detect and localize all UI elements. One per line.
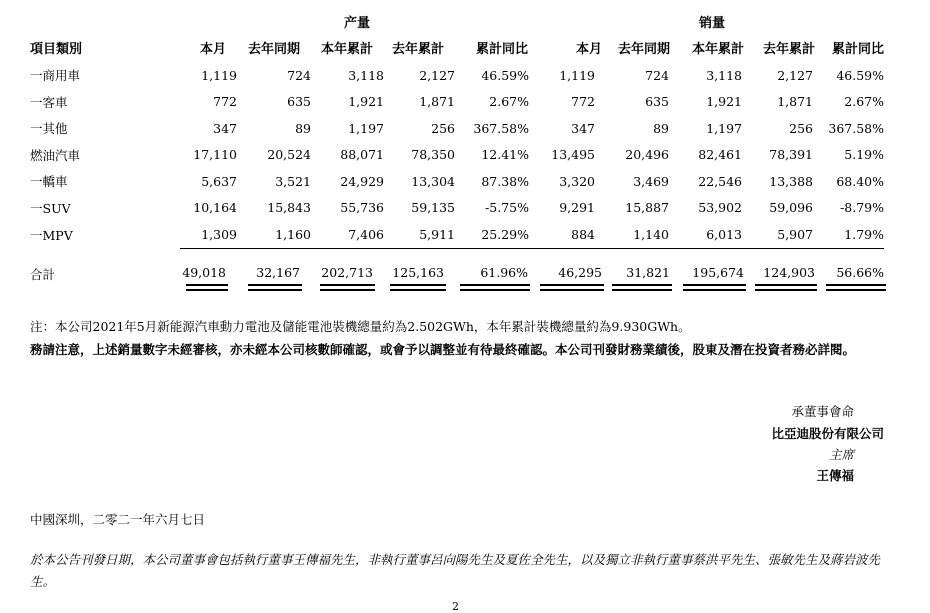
table-cell: 347 [571, 120, 595, 136]
production-sales-table [30, 62, 884, 249]
table-cell: 59,096 [769, 200, 813, 216]
table-cell: -8.79% [840, 200, 884, 216]
table-cell: 724 [645, 67, 669, 83]
table-cell: 3,469 [633, 173, 669, 189]
column-header: 去年累計 [391, 42, 444, 57]
table-cell: 1,871 [419, 94, 455, 110]
double-underline [390, 284, 446, 286]
total-cell: 46,295 [558, 265, 602, 280]
double-underline [460, 289, 530, 291]
sales-group-header: 销量 [698, 16, 725, 31]
table-cell: 635 [645, 94, 669, 110]
place-date: 中國深圳，二零二一年六月七日 [30, 512, 206, 527]
total-cell: 124,903 [763, 265, 815, 280]
table-cell: 3,118 [706, 67, 742, 83]
battery-note: 注：本公司2021年5月新能源汽車動力電池及儲能電池裝機總量約為2.502GWh，本年累計裝機總量約為9.930GWh。 [30, 319, 691, 334]
table-cell: 1,197 [706, 120, 742, 136]
table-cell: 53,902 [698, 200, 742, 216]
table-cell: 1.79% [813, 221, 884, 248]
table-cell: 59,135 [411, 200, 455, 216]
table-cell: 256 [789, 120, 813, 136]
table-cell: 724 [287, 67, 311, 83]
double-underline [612, 289, 672, 291]
row-label: 一MPV [30, 227, 73, 243]
table-cell: 367.58% [828, 120, 884, 136]
table-cell: 1,921 [706, 94, 742, 110]
table-cell: 24,929 [340, 173, 384, 189]
table-cell: 68.40% [836, 173, 884, 189]
column-header: 累計同比 [475, 42, 528, 57]
double-underline [186, 284, 228, 286]
double-underline [755, 284, 817, 286]
double-underline [390, 289, 446, 291]
table-cell: 88,071 [340, 147, 384, 163]
double-underline [540, 284, 604, 286]
table-cell: 15,887 [625, 200, 669, 216]
table-cell: 20,496 [625, 147, 669, 163]
table-cell: 1,119 [559, 67, 595, 83]
total-cell: 49,018 [182, 265, 226, 280]
table-row [30, 115, 884, 142]
page-number: 2 [452, 600, 459, 613]
table-cell: 1,119 [201, 67, 237, 83]
table-cell: 13,388 [769, 173, 813, 189]
table-cell: 1,871 [777, 94, 813, 110]
chairman-title: 主席 [828, 447, 854, 462]
table-cell: 7,406 [311, 221, 384, 248]
table-cell: 20,524 [267, 147, 311, 163]
double-underline [683, 284, 746, 286]
table-row [30, 221, 884, 248]
row-label: 燃油汽車 [30, 147, 81, 163]
table-cell: 2.67% [489, 94, 529, 110]
column-header: 去年累計 [762, 42, 815, 57]
label-column-header: 項目類別 [30, 42, 83, 57]
directors-statement: 於本公告刊發日期，本公司董事會包括執行董事王傳福先生，非執行董事呂向陽先生及夏佐全先生，以及獨立非執行董事蔡洪平先生、張敏先生及蔣岩波先生。 [30, 552, 881, 589]
double-underline [460, 284, 530, 286]
row-label: 一SUV [30, 200, 71, 216]
table-cell: -5.75% [485, 200, 529, 216]
table-cell: 5.19% [844, 147, 884, 163]
column-header: 本月 [575, 42, 602, 57]
table-row [30, 62, 884, 89]
double-underline [248, 289, 302, 291]
table-cell: 367.58% [473, 120, 529, 136]
total-cell: 56.66% [836, 265, 884, 280]
total-cell: 32,167 [256, 265, 300, 280]
double-underline [320, 289, 375, 291]
table-row [30, 195, 884, 222]
table-cell: 772 [213, 94, 237, 110]
table-cell: 13,495 [551, 147, 595, 163]
total-cell: 61.96% [480, 265, 528, 280]
table-cell: 772 [571, 94, 595, 110]
table-cell: 22,546 [698, 173, 742, 189]
table-cell: 1,309 [180, 221, 237, 248]
column-header: 本月 [199, 42, 226, 57]
table-cell: 6,013 [669, 221, 742, 248]
table-cell: 3,521 [275, 173, 311, 189]
table-cell: 2.67% [844, 94, 884, 110]
table-cell: 9,291 [559, 200, 595, 216]
table-cell: 635 [287, 94, 311, 110]
table-cell: 78,350 [411, 147, 455, 163]
double-underline [186, 289, 228, 291]
table-cell: 5,637 [201, 173, 237, 189]
double-underline [248, 284, 302, 286]
chairman-name: 王傳福 [816, 468, 854, 483]
unaudited-warning: 務請注意，上述銷量數字未經審核，亦未經本公司核數師確認，或會予以調整並有待最終確認。本公司刊發財務業績後，股東及潛在投資者務必詳閱。 [30, 342, 856, 357]
table-cell: 10,164 [193, 200, 237, 216]
table-cell: 89 [295, 120, 311, 136]
table-cell: 2,127 [777, 67, 813, 83]
table-cell: 3,118 [348, 67, 384, 83]
table-row [30, 142, 884, 169]
table-row [30, 168, 884, 195]
total-label: 合計 [30, 267, 56, 282]
row-label: 一客車 [30, 94, 68, 110]
total-cell: 31,821 [626, 265, 670, 280]
table-cell: 2,127 [419, 67, 455, 83]
table-cell: 1,160 [237, 221, 311, 248]
table-cell: 347 [213, 120, 237, 136]
signature-line: 承董事會命 [791, 404, 854, 419]
table-cell: 256 [431, 120, 455, 136]
row-label: 一商用車 [30, 68, 81, 84]
total-cell: 202,713 [321, 265, 373, 280]
table-cell: 87.38% [481, 173, 529, 189]
column-header: 本年累計 [691, 42, 744, 57]
column-header: 去年同期 [617, 42, 670, 57]
table-cell: 1,140 [595, 221, 669, 248]
total-cell: 195,674 [692, 265, 744, 280]
table-cell: 1,197 [348, 120, 384, 136]
table-cell: 46.59% [481, 67, 529, 83]
column-header: 本年累計 [320, 42, 373, 57]
company-name: 比亞迪股份有限公司 [771, 426, 884, 441]
total-cell: 125,163 [392, 265, 444, 280]
table-cell: 46.59% [836, 67, 884, 83]
double-underline [826, 284, 886, 286]
table-cell: 89 [653, 120, 669, 136]
table-cell: 5,907 [742, 221, 813, 248]
double-underline [320, 284, 375, 286]
double-underline [540, 289, 604, 291]
table-cell: 3,320 [559, 173, 595, 189]
column-header: 累計同比 [831, 42, 884, 57]
table-cell: 15,843 [267, 200, 311, 216]
table-cell: 13,304 [411, 173, 455, 189]
row-label: 一轎車 [30, 174, 68, 190]
double-underline [826, 289, 886, 291]
table-cell: 884 [529, 221, 595, 248]
table-cell: 17,110 [193, 147, 237, 163]
production-group-header: 产量 [343, 16, 370, 31]
table-cell: 25.29% [455, 221, 529, 248]
table-cell: 82,461 [698, 147, 742, 163]
table-row [30, 89, 884, 116]
row-label: 一其他 [30, 121, 68, 137]
column-header: 去年同期 [247, 42, 300, 57]
table-cell: 78,391 [769, 147, 813, 163]
table-cell: 12.41% [481, 147, 529, 163]
double-underline [683, 289, 746, 291]
table-cell: 55,736 [340, 200, 384, 216]
double-underline [755, 289, 817, 291]
table-cell: 1,921 [348, 94, 384, 110]
double-underline [612, 284, 672, 286]
table-cell: 5,911 [384, 221, 455, 248]
